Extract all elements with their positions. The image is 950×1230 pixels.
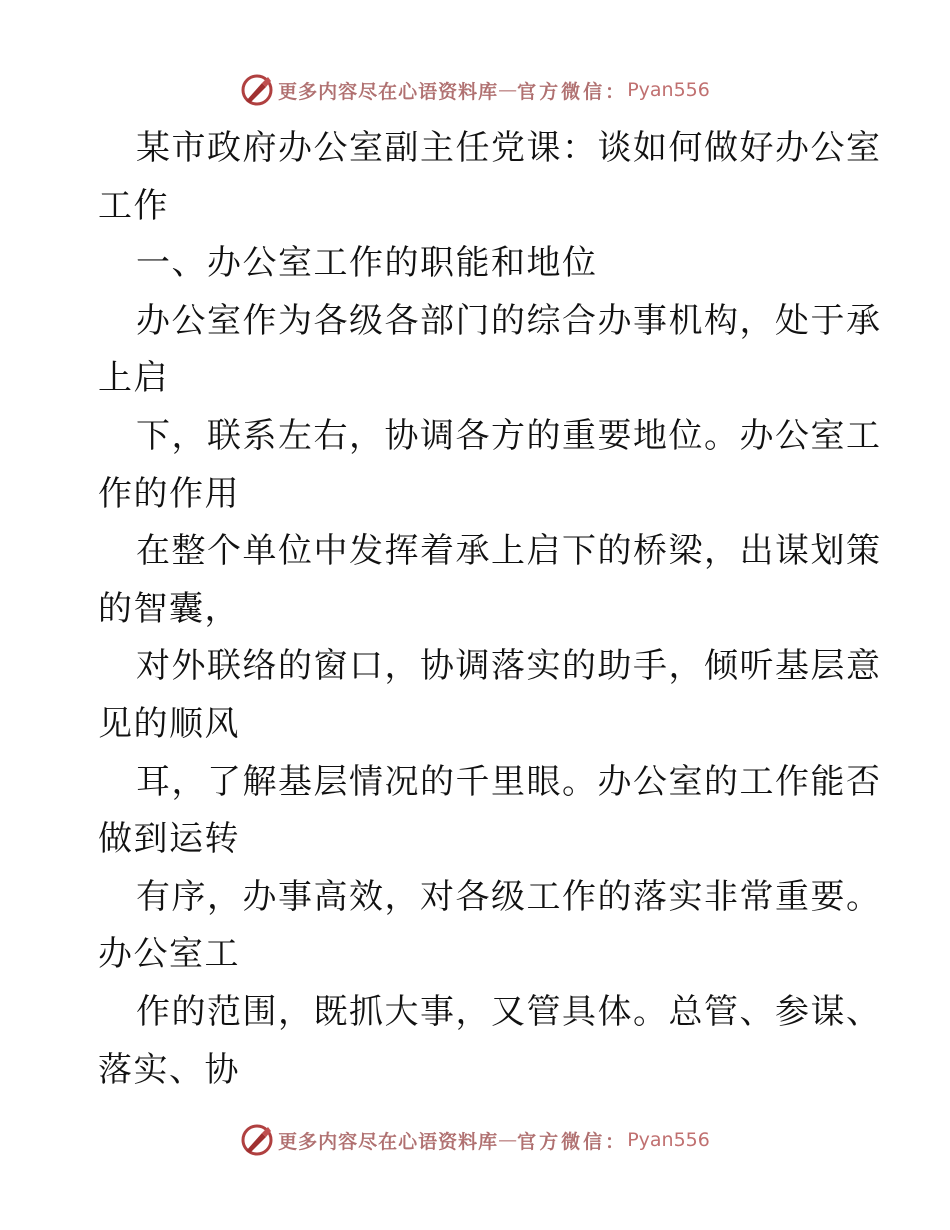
footer-banner (0, 1120, 950, 1160)
paragraph-line: 有序，办事高效，对各级工作的落实非常重要。 (136, 876, 882, 917)
paragraph-line: 上启 (98, 358, 169, 399)
banner-wechat-id: Pyan556 (627, 79, 710, 101)
paragraph-line: 的智囊， (98, 588, 240, 629)
document-title: 某市政府办公室副主任党课：谈如何做好办公室 (136, 128, 882, 168)
paragraph-line: 落实、协 (98, 1049, 240, 1090)
paragraph-line: 办公室工 (98, 934, 240, 975)
paragraph-line: 见的顺风 (98, 703, 240, 744)
paragraph-line: 在整个单位中发挥着承上启下的桥梁，出谋划策 (136, 531, 882, 572)
banner-promo-text: 更多内容尽在心语资料库 (278, 1130, 499, 1153)
pen-circle-logo-icon (240, 73, 274, 107)
banner-promo-text: 更多内容尽在心语资料库 (278, 80, 499, 103)
paragraph-line: 对外联络的窗口，协调落实的助手，倾听基层意 (136, 646, 882, 687)
document-title-continuation: 工作 (98, 185, 169, 226)
paragraph-line: 作的作用 (98, 473, 240, 514)
paragraph-line: 下，联系左右，协调各方的重要地位。办公室工 (136, 415, 882, 456)
banner-separator: — (498, 1129, 518, 1151)
paragraph-line: 办公室作为各级各部门的综合办事机构，处于承 (136, 300, 882, 341)
header-banner (0, 70, 950, 110)
paragraph-line: 耳，了解基层情况的千里眼。办公室的工作能否 (136, 761, 882, 802)
banner-separator: — (498, 79, 518, 101)
section-heading: 一、办公室工作的职能和地位 (136, 243, 598, 284)
document-body (98, 120, 882, 1099)
paragraph-line: 作的范围，既抓大事，又管具体。总管、参谋、 (136, 991, 882, 1032)
banner-wechat-label: 官方微信： (517, 80, 628, 103)
banner-wechat-label: 官方微信： (517, 1130, 628, 1153)
pen-circle-logo-icon (240, 1123, 274, 1157)
banner-wechat-id: Pyan556 (627, 1129, 710, 1151)
paragraph-line: 做到运转 (98, 819, 240, 860)
